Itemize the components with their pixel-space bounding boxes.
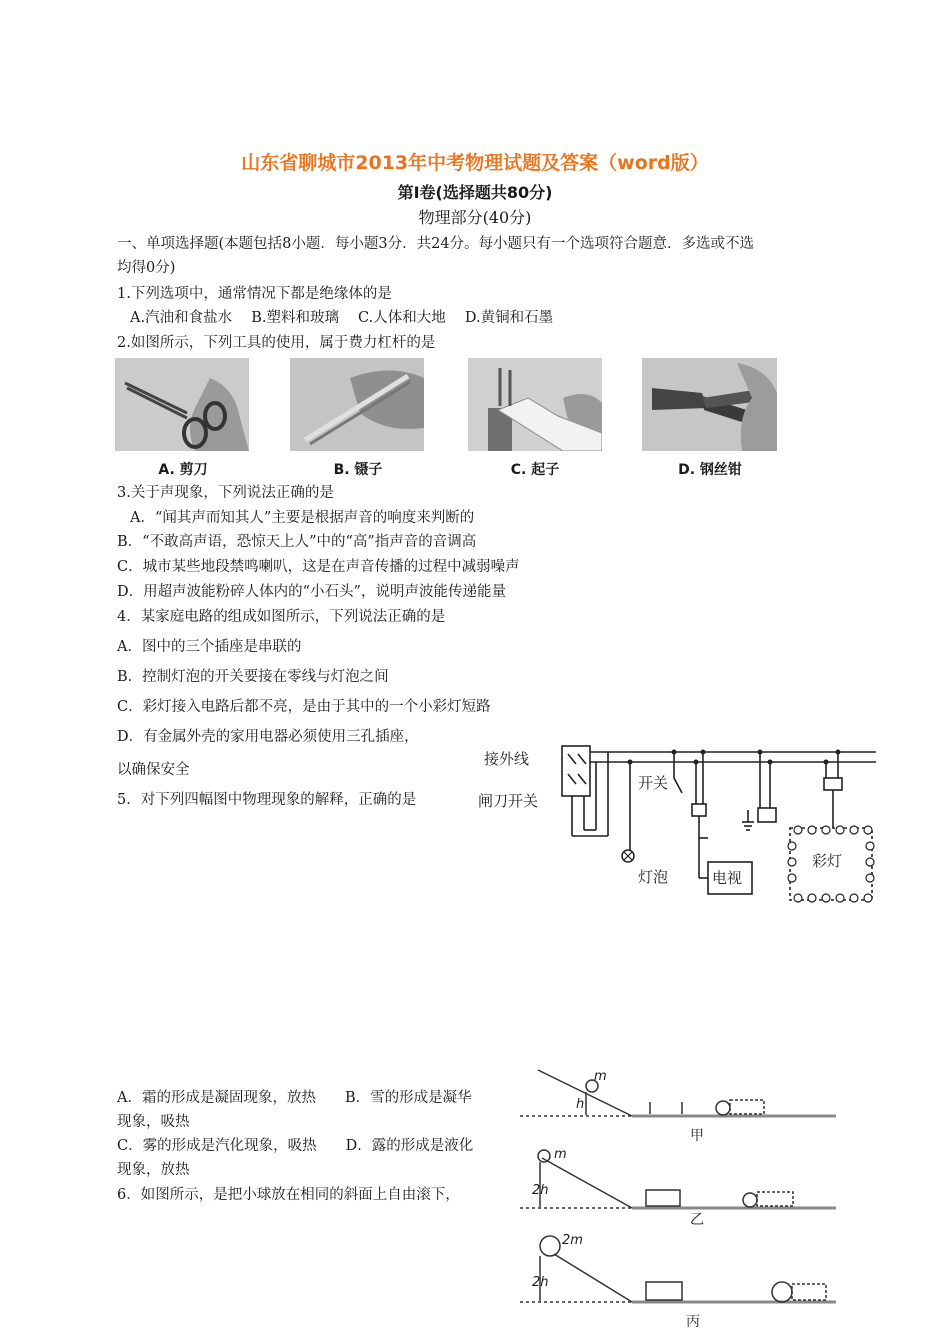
q4-option-c: C．彩灯接入电路后都不亮，是由于其中的一个小彩灯短路	[117, 699, 491, 715]
q6-stem: 6．如图所示，是把小球放在相同的斜面上自由滚下，	[117, 1187, 460, 1203]
bottle-opener-photo	[468, 358, 602, 451]
section-instructions-line1: 一、单项选择题(本题包括8小题．每小题3分．共24分。每小题只有一个选项符合题意．多选或不选	[117, 236, 755, 252]
q1-stem: 1.下列选项中，通常情况下都是绝缘体的是	[117, 286, 392, 302]
label-tv: 电视	[712, 869, 743, 887]
part-heading: 物理部分(40分)	[418, 208, 532, 227]
tweezers-photo	[290, 358, 424, 451]
q2-stem: 2.如图所示，下列工具的使用，属于费力杠杆的是	[117, 335, 436, 351]
yi-mass: m	[554, 1147, 567, 1162]
q5-text-line2: 现象，吸热	[117, 1114, 190, 1130]
q3-option-c: C．城市某些地段禁鸣喇叭，这是在声音传播的过程中减弱噪声	[117, 559, 520, 575]
q3-option-a: A．“闻其声而知其人”主要是根据声音的响度来判断的	[130, 510, 475, 526]
q4-option-a: A．图中的三个插座是串联的	[117, 639, 302, 655]
caption-c: C. 起子	[510, 462, 560, 478]
q4-option-d-line2: 以确保安全	[117, 762, 190, 778]
scissors-photo	[115, 358, 249, 451]
page-title: 山东省聊城市2013年中考物理试题及答案（word版）	[241, 152, 709, 174]
section-instructions-line2: 均得0分)	[117, 260, 176, 276]
household-circuit-diagram	[478, 738, 878, 908]
incline-diagram-jia	[520, 1066, 840, 1144]
yi-height: 2h	[532, 1183, 549, 1198]
caption-d: D. 钢丝钳	[678, 462, 742, 478]
q3-stem: 3.关于声现象，下列说法正确的是	[117, 485, 334, 501]
bing-label: 丙	[686, 1314, 700, 1330]
label-knife-switch: 闸刀开关	[478, 792, 539, 810]
q1-options: A.汽油和食盐水 B.塑料和玻璃 C.人体和大地 D.黄铜和石墨	[130, 310, 554, 326]
q4-stem: 4．某家庭电路的组成如图所示，下列说法正确的是	[117, 609, 446, 625]
label-switch: 开关	[638, 774, 669, 792]
q5-text-line3: C．雾的形成是汽化现象，吸热 D．露的形成是液化	[117, 1138, 474, 1154]
jia-mass: m	[594, 1069, 607, 1084]
bing-mass: 2m	[562, 1233, 583, 1248]
incline-diagram-bing	[520, 1228, 840, 1330]
caption-b: B. 镊子	[333, 462, 383, 478]
bing-height: 2h	[532, 1275, 549, 1290]
label-incoming: 接外线	[484, 750, 530, 768]
jia-height: h	[576, 1097, 585, 1112]
yi-label: 乙	[690, 1212, 704, 1228]
pliers-photo	[642, 358, 777, 451]
q5-text-line4: 现象，放热	[117, 1162, 190, 1178]
q3-option-d: D．用超声波能粉碎人体内的“小石头”，说明声波能传递能量	[117, 584, 506, 600]
label-lights: 彩灯	[812, 852, 843, 870]
caption-a: A. 剪刀	[158, 462, 208, 478]
q4-option-b: B．控制灯泡的开关要接在零线与灯泡之间	[117, 669, 389, 685]
q4-option-d-line1: D．有金属外壳的家用电器必须使用三孔插座，	[117, 729, 419, 745]
q5-text-line1: A．霜的形成是凝固现象，放热 B．雪的形成是凝华	[117, 1090, 472, 1106]
volume-heading: 第Ⅰ卷(选择题共80分)	[397, 183, 553, 202]
jia-label: 甲	[690, 1128, 704, 1144]
q5-stem: 5．对下列四幅图中物理现象的解释，正确的是	[117, 792, 417, 808]
label-bulb: 灯泡	[638, 868, 669, 886]
q3-option-b: B．“不敢高声语，恐惊天上人”中的“高”指声音的音调高	[117, 534, 477, 550]
incline-diagram-yi	[520, 1146, 840, 1228]
